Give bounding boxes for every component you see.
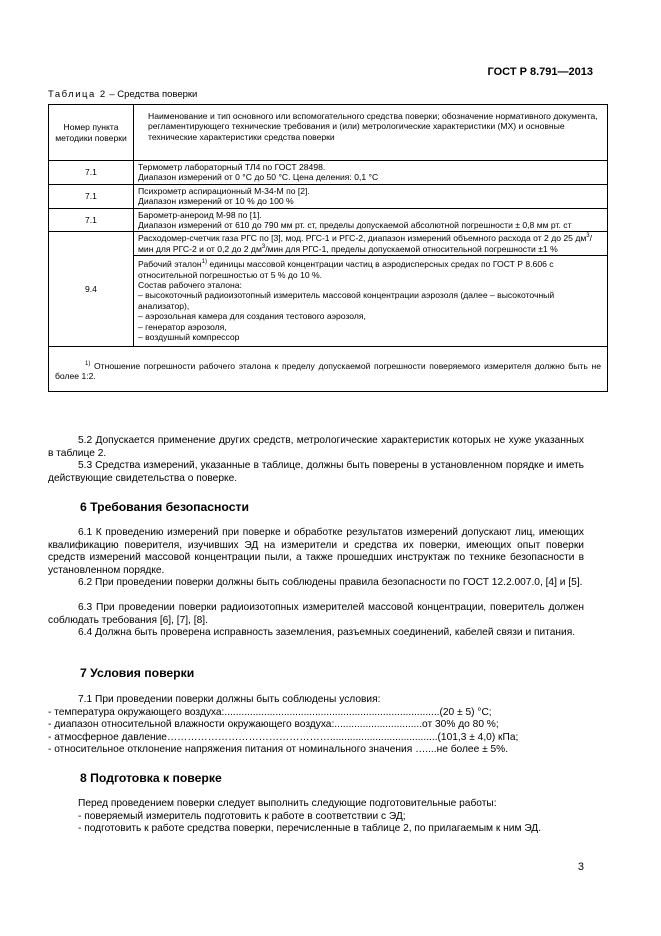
section-heading-7: 7 Условия поверки <box>80 666 195 680</box>
row-line: Барометр-анероид М-98 по [1]. <box>138 209 262 220</box>
footnote-mark: 1) <box>85 360 91 367</box>
table-row <box>49 184 608 208</box>
row-line: – воздушный компрессор <box>138 332 240 343</box>
table-caption <box>48 89 197 100</box>
condition-humidity: - диапазон относительной влажности окружающего воздуха:...............................от 30% до 80 %; <box>48 719 499 731</box>
row-description-flowmeter <box>134 232 608 256</box>
page-number: 3 <box>577 861 584 873</box>
text-run: единицы массовой концентрации частиц в аэродисперсных средах по ГОСТ Р 8.606 с относительной погрешностью от 5 % до 10 %. <box>138 259 554 280</box>
paragraph-6-1: 6.1 К проведению измерений при поверке и обработке результатов измерений допускают лиц, имеющих квалификацию поверителя, изучивших ЭД на измерители и средства их поверки, имеющих опыт поверки средств измерений массовой концентрации пыли, а также прошедших инструктаж по технике безопасности в установленном порядке. <box>48 527 584 576</box>
footnote-mark: 1) <box>201 259 207 266</box>
document-header-standard: ГОСТ Р 8.791—2013 <box>487 66 593 78</box>
condition-temperature: - температура окружающего воздуха:............................................................................(20 ± 5) °С; <box>48 706 492 718</box>
row-line <box>138 259 603 280</box>
row-number: 7.1 <box>49 184 134 208</box>
row-number: 7.1 <box>49 208 134 232</box>
text-run: Рабочий эталон <box>138 259 202 270</box>
row-line: Термометр лабораторный ТЛ4 по ГОСТ 28498. <box>138 162 326 172</box>
row-line: – генератор аэрозоля, <box>138 321 227 332</box>
row-line: Диапазон измерений от 610 до 790 мм рт. ст, пределы допускаемой абсолютной погрешности ± 0,8 мм рт. ст <box>138 220 572 231</box>
paragraph-6-3: 6.3 При проведении поверки радиоизотопных измерителей массовой концентрации, поверитель должен соблюдать требования [6], [7], [8]. <box>48 602 584 626</box>
row-description <box>134 161 608 185</box>
text-run: /мин для РГС-2 и от 0,2 до 2 дм <box>138 233 592 254</box>
paragraph-7-1: 7.1 При проведении поверки должны быть соблюдены условия: <box>78 694 381 705</box>
condition-pressure: - атмосферное давление…………………………………………......................................(101,3 ± 4,0) кПа; <box>48 731 519 743</box>
row-description-reference-standard <box>134 256 608 346</box>
verification-tools-table <box>48 104 608 392</box>
row-description <box>134 208 608 232</box>
table-footnote <box>49 346 608 392</box>
row-line: Диапазон измерений от 10 % до 100 % <box>138 196 294 207</box>
superscript: 3 <box>261 243 266 250</box>
paragraph-5-2: 5.2 Допускается применение других средств, метрологические характеристик которых не хуже указанных в таблице 2. <box>48 435 584 459</box>
table-caption-prefix: Таблица 2 <box>48 89 107 100</box>
text-run: Расходомер-счетчик газа РГС по [3], мод. РГС-1 и РГС-2, диапазон измерений объемного расхода от 2 до 25 дм <box>138 233 587 244</box>
header-method-item-number: Номер пункта методики поверки <box>49 105 134 161</box>
superscript: 3 <box>586 233 590 240</box>
row-line: Диапазон измерений от 0 °С до 50 °С. Цена деления: 0,1 °С <box>138 172 379 183</box>
header-tool-description: Наименование и тип основного или вспомогательного средства поверки; обозначение нормативного документа, регламентирующего технические требования и (или) метрологические характеристики (МХ) и основные технические характеристики средства поверки <box>134 105 608 161</box>
conditions-block <box>48 694 584 757</box>
paragraph-6-2: 6.2 При проведении поверки должны быть соблюдены правила безопасности по ГОСТ 12.2.007.0, [4] и [5]. <box>78 577 583 588</box>
paragraph-5-3: 5.3 Средства измерений, указанные в таблице, должны быть поверены в установленном порядке и иметь действующие свидетельства о поверке. <box>48 460 584 484</box>
condition-voltage: - относительное отклонение напряжения питания от номинального значения …....не более ± 5%. <box>48 744 509 756</box>
row-line: – высокоточный радиоизотопный измеритель массовой концентрации аэрозоля (далее – высокоточный анализатор), <box>138 290 555 311</box>
section-heading-8: 8 Подготовка к поверке <box>80 771 222 785</box>
paragraph-6-4: 6.4 Должна быть проверена исправность заземления, разъемных соединений, кабелей связи и питания. <box>78 627 576 638</box>
preparation-block <box>48 798 584 836</box>
section-heading-6: 6 Требования безопасности <box>80 500 249 514</box>
table-footnote-row <box>49 346 608 392</box>
table-header-row <box>49 105 608 161</box>
table-row <box>49 161 608 185</box>
row-number: 9.4 <box>49 232 134 346</box>
row-number: 7.1 <box>49 161 134 185</box>
table-row <box>49 232 608 256</box>
text-run: /мин для РГС-1, пределы допускаемой относительной погрешности ±1 % <box>265 243 558 254</box>
preparation-item: - поверяемый измеритель подготовить к работе в соответствии с ЭД; <box>78 810 406 822</box>
footnote-text: Отношение погрешности рабочего эталона к пределу допускаемой погрешности поверяемого измерителя должно быть не более 1:2. <box>55 360 601 381</box>
row-description <box>134 184 608 208</box>
row-line: Состав рабочего эталона: <box>138 280 242 291</box>
row-line: – аэрозольная камера для создания тестового аэрозоля, <box>138 311 366 322</box>
row-line: Психрометр аспирационный М-34-М по [2]. <box>138 185 310 196</box>
paragraph-8-intro: Перед проведением поверки следует выполнить следующие подготовительные работы: <box>78 798 497 809</box>
table-caption-text: – Средства поверки <box>109 89 198 100</box>
preparation-item: - подготовить к работе средства поверки, перечисленные в таблице 2, по прилагаемым к ним ЭД. <box>78 823 542 835</box>
table-row <box>49 208 608 232</box>
